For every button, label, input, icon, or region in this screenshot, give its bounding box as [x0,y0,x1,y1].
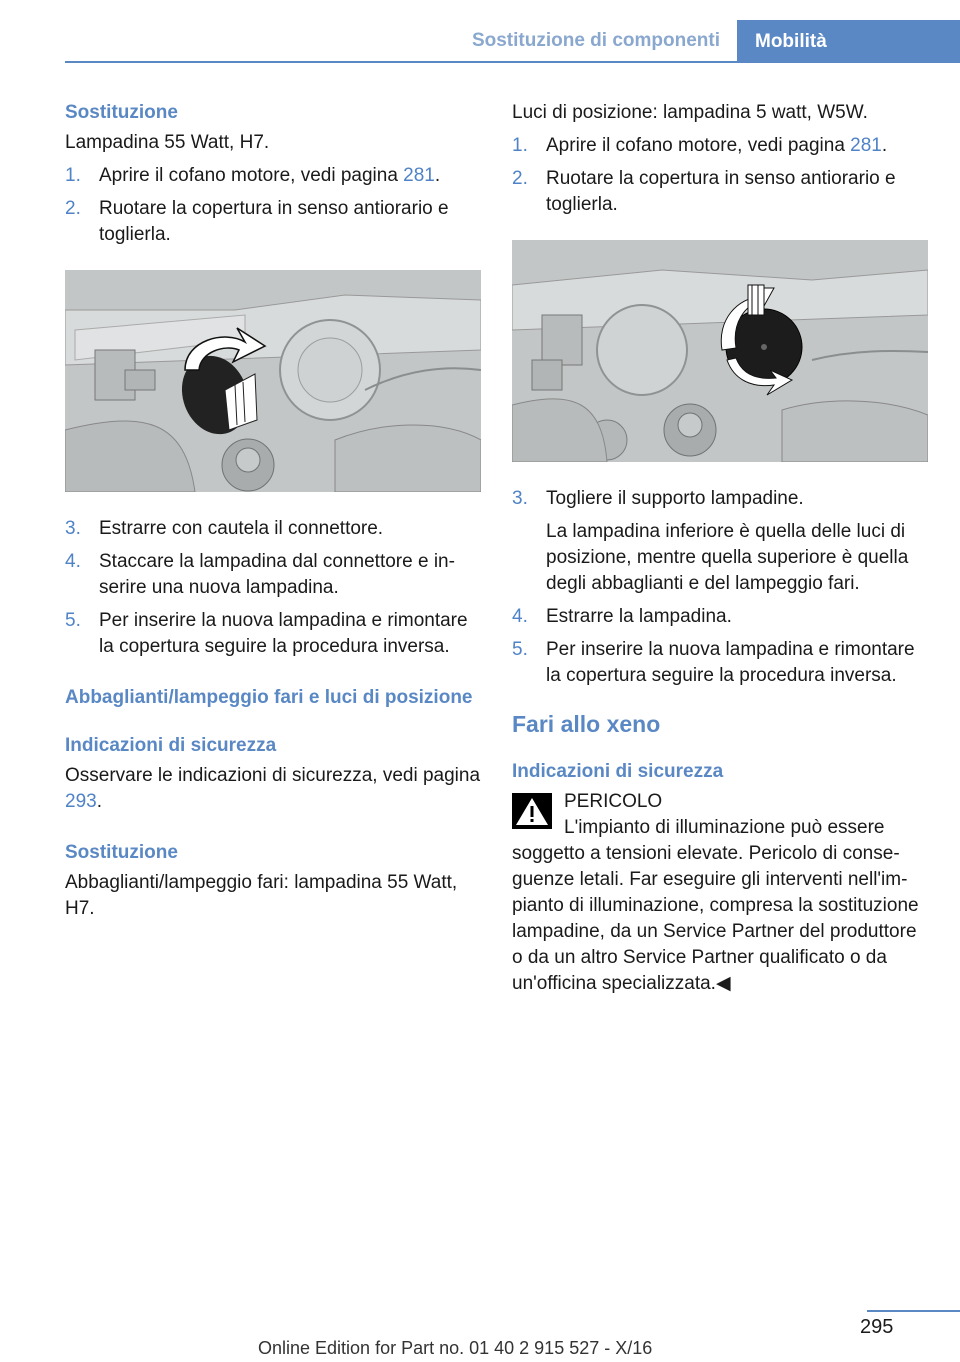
safety-reference [65,763,481,815]
header-section-title: Sostituzione di componenti [471,30,720,51]
section-title-xeno: Fari allo xeno [512,711,661,737]
steps-list [512,486,928,689]
step-number: 4. [512,606,528,627]
list-item [512,166,928,218]
list-item [65,608,481,660]
section-title-sostituzione: Sostituzione [65,102,178,123]
position-light-spec: Luci di posizione: lampadina 5 watt, W5W. [512,102,868,123]
step-subtext: La lampadina inferiore è quella delle luci di posizione, mentre quella superiore è quella degli abbaglianti e del lampeggio fari. [546,521,909,594]
list-item [512,637,928,689]
list-item [65,163,481,189]
page-number: 295 [860,1316,894,1338]
list-item [512,133,928,159]
step-text: Estrarre con cautela il connettore. [99,518,384,539]
step-number: 1. [512,135,528,156]
footer-edition: Online Edition for Part no. 01 40 2 915 527 - X/16 [258,1338,653,1358]
section-title-sostituzione-2: Sostituzione [65,842,178,863]
step-text-end: . [881,135,888,156]
danger-notice [512,789,928,997]
list-item [512,604,928,630]
steps-list [65,163,481,248]
steps-list [65,516,481,660]
bulb-spec: Lampadina 55 Watt, H7. [65,132,270,153]
step-number: 3. [65,518,81,539]
page-header [0,0,960,64]
step-number: 2. [512,168,528,189]
section-title-sicurezza: Indicazioni di sicurezza [65,735,277,756]
step-text: Estrarre la lampadina. [546,606,732,627]
step-text: Aprire il cofano motore, vedi pagina [546,135,851,156]
list-item [65,549,481,601]
step-text: Ruotare la copertura in senso antiorario e toglierla. [546,168,896,215]
warning-triangle-icon [512,793,552,829]
page-link[interactable]: 281 [850,135,882,156]
step-text-end: . [434,165,441,186]
step-text: Aprire il cofano motore, vedi pagina [99,165,404,186]
step-number: 5. [512,639,528,660]
safety-text: Osservare le indicazioni di sicurezza, vedi pagina [65,765,481,786]
danger-text: soggetto a tensioni elevate. Pericolo di conseguenze letali. Far eseguire gli interventi nell'impianto di illuminazione, compresa la sostituzione lampadine, da un Service Partner del produttore o da un altro Service Partner qualificato o da un'officina specializzata.◀ [512,843,919,994]
list-item [65,196,481,248]
step-number: 4. [65,551,81,572]
step-number: 5. [65,610,81,631]
step-text: Ruotare la copertura in senso antiorario e toglierla. [99,198,449,245]
high-beam-spec: Abbaglianti/lampeggio fari: lampadina 55 Watt, H7. [65,872,458,919]
page-link[interactable]: 281 [403,165,435,186]
section-title-sicurezza-xeno: Indicazioni di sicurezza [512,761,724,782]
page-number-rule [867,1310,960,1312]
list-item [65,516,481,542]
page-link[interactable]: 293 [65,791,97,812]
left-column [65,100,481,929]
danger-lead: L'impianto di illuminazione può essere [564,817,885,838]
engine-illustration [65,270,481,492]
headlight-figure-right [512,240,928,462]
safety-text-end: . [96,791,102,812]
header-chapter-tab[interactable]: Mobilità [737,20,960,62]
headlight-figure-left [65,270,481,492]
section-title-abbaglianti: Abbaglianti/lampeggio fari e luci di posizione [65,687,473,708]
steps-list [512,133,928,218]
engine-illustration [512,240,928,462]
step-text: Togliere il supporto lampadine. [546,488,804,509]
step-text: Per inserire la nuova lampadina e rimontare la copertura seguire la procedura inversa. [99,610,468,657]
step-number: 1. [65,165,81,186]
step-text: Per inserire la nuova lampadina e rimontare la copertura seguire la procedura inversa. [546,639,915,686]
step-number: 3. [512,488,528,509]
step-text: Staccare la lampadina dal connettore e inserire una nuova lampadina. [99,551,455,598]
danger-label: PERICOLO [564,791,663,812]
right-column [512,100,928,997]
header-rule [65,61,960,63]
list-item [512,486,928,597]
step-number: 2. [65,198,81,219]
